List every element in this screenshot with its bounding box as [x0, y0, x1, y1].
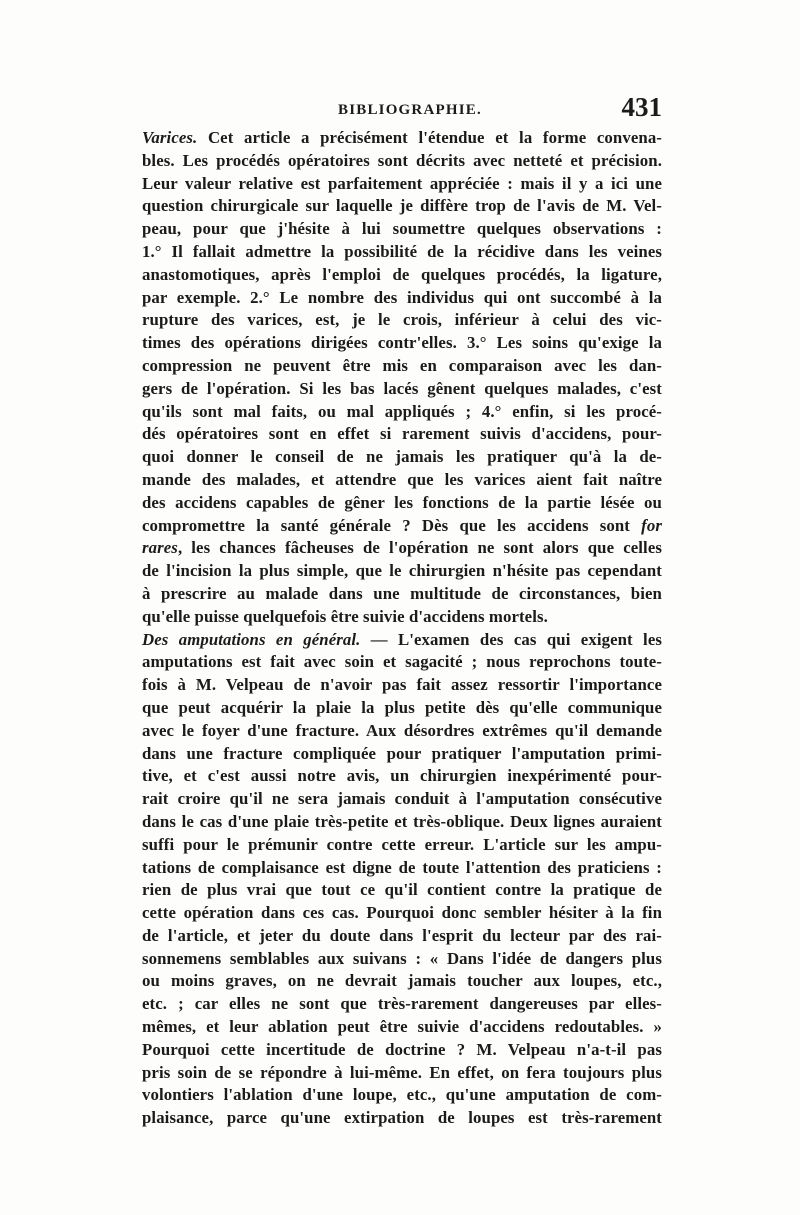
- line-text: etc. ; car elles ne sont que très-rarement dangereuses par elles-: [142, 994, 662, 1014]
- text-line: [142, 970, 662, 993]
- text-line: [142, 925, 662, 948]
- line-text: pris soin de se répondre à lui-même. En effet, on fera toujours plus: [142, 1062, 662, 1082]
- text-line: [142, 948, 662, 971]
- text-line: [142, 423, 662, 446]
- text-line: [142, 195, 662, 218]
- text-line: [142, 720, 662, 743]
- text-line: [142, 834, 662, 857]
- text-line: [142, 583, 662, 606]
- line-text: volontiers l'ablation d'une loupe, etc., qu'une amputation de com-: [142, 1085, 662, 1105]
- line-text: dés opératoires sont en effet si rarement suivis d'accidens, pour-: [142, 424, 662, 444]
- text-line: [142, 743, 662, 766]
- page-number: 431: [621, 92, 662, 122]
- line-text: qu'ils sont mal faits, ou mal appliqués ; 4.° enfin, si les procé-: [142, 401, 662, 421]
- text-line: [142, 355, 662, 378]
- line-text: Leur valeur relative est parfaitement appréciée : mais il y a ici une: [142, 173, 662, 193]
- text-line: [142, 150, 662, 173]
- line-text: rait croire qu'il ne sera jamais conduit à l'amputation consécutive: [142, 789, 662, 809]
- line-text: 1.° Il fallait admettre la possibilité de la récidive dans les veines: [142, 241, 662, 261]
- text-line: [142, 309, 662, 332]
- line-text: times des opérations dirigées contr'elles. 3.° Les soins qu'exige la: [142, 333, 662, 353]
- text-line: [142, 173, 662, 196]
- line-text: rupture des varices, est, je le crois, inférieur à celui des vic-: [142, 310, 662, 330]
- text-line: [142, 241, 662, 264]
- line-text: par exemple. 2.° Le nombre des individus qui ont succombé à la: [142, 287, 662, 307]
- italic-lead: Varices.: [142, 128, 198, 147]
- text-line: [142, 674, 662, 697]
- line-text: qu'elle puisse quelquefois être suivie d'accidens mortels.: [142, 606, 548, 626]
- text-line: [142, 788, 662, 811]
- text-line: [142, 1084, 662, 1107]
- text-line: [142, 537, 662, 560]
- running-title: BIBLIOGRAPHIE.: [338, 102, 482, 118]
- line-text: rien de plus vrai que tout ce qu'il contient contre la pratique de: [142, 880, 662, 900]
- text-line: [142, 515, 662, 538]
- text-line: [142, 446, 662, 469]
- line-text: , les chances fâcheuses de l'opération ne sont alors que celles: [177, 538, 662, 558]
- line-text: Cet article a précisément l'étendue et la forme convena-: [197, 128, 662, 147]
- text-line: [142, 879, 662, 902]
- line-text: avec le foyer d'une fracture. Aux désordres extrêmes qu'il demande: [142, 720, 662, 740]
- line-text: sonnemens semblables aux suivans : « Dans l'idée de dangers plus: [142, 948, 662, 968]
- text-line: [142, 993, 662, 1016]
- italic-lead: Des amputations en général.: [142, 629, 361, 649]
- line-text: amputations est fait avec soin et sagacité ; nous reprochons toute-: [142, 652, 662, 672]
- line-text: à prescrire au malade dans une multitude de circonstances, bien: [142, 583, 662, 603]
- text-line: [142, 651, 662, 674]
- line-text: gers de l'opération. Si les bas lacés gênent quelques malades, c'est: [142, 378, 662, 398]
- text-line: [142, 1062, 662, 1085]
- line-text: — L'examen des cas qui exigent les: [360, 629, 662, 649]
- line-text: mande des malades, et attendre que les varices aient fait naître: [142, 469, 662, 489]
- text-line: [142, 560, 662, 583]
- line-text: dans le cas d'une plaie très-petite et très-oblique. Deux lignes auraient: [142, 811, 662, 831]
- line-text: quoi donner le conseil de ne jamais les pratiquer qu'à la de-: [142, 447, 662, 467]
- line-text: tations de complaisance est digne de toute l'attention des praticiens :: [142, 857, 662, 877]
- text-line: [142, 332, 662, 355]
- text-line: [142, 857, 662, 880]
- text-line: [142, 1016, 662, 1039]
- line-text: dans une fracture compliquée pour pratiquer l'amputation primi-: [142, 743, 662, 763]
- text-line: [142, 401, 662, 424]
- line-text: compression ne peuvent être mis en comparaison avec les dan-: [142, 355, 662, 375]
- text-line: [142, 697, 662, 720]
- body-text: [142, 127, 662, 1130]
- text-line: [142, 287, 662, 310]
- text-line: [142, 469, 662, 492]
- line-text: question chirurgicale sur laquelle je diffère trop de l'avis de M. Vel-: [142, 196, 662, 216]
- line-text: fois à M. Velpeau de n'avoir pas fait assez ressortir l'importance: [142, 675, 662, 695]
- text-line: [142, 378, 662, 401]
- italic-tail: for: [630, 515, 662, 535]
- line-text: des accidens capables de gêner les fonctions de la partie lésée ou: [142, 492, 662, 512]
- text-line: [142, 1039, 662, 1062]
- text-line: [142, 492, 662, 515]
- text-line: [142, 606, 662, 629]
- line-text: de l'article, et jeter du doute dans l'esprit du lecteur par des rai-: [142, 925, 662, 945]
- line-text: compromettre la santé générale ? Dès que les accidens sont: [142, 515, 630, 535]
- line-text: peau, pour que j'hésite à lui soumettre quelques observations :: [142, 219, 662, 239]
- text-line: [142, 264, 662, 287]
- page-header: [142, 92, 662, 124]
- text-line: [142, 1107, 662, 1130]
- line-text: tive, et c'est aussi notre avis, un chirurgien inexpérimenté pour-: [142, 766, 662, 786]
- text-line: [142, 902, 662, 925]
- text-line: [142, 218, 662, 241]
- text-line: [142, 811, 662, 834]
- line-text: plaisance, parce qu'une extirpation de loupes est très-rarement: [142, 1108, 662, 1128]
- line-text: ou moins graves, on ne devrait jamais toucher aux loupes, etc.,: [142, 971, 662, 991]
- line-text: anastomotiques, après l'emploi de quelques procédés, la ligature,: [142, 264, 662, 284]
- line-text: cette opération dans ces cas. Pourquoi donc sembler hésiter à la fin: [142, 903, 662, 923]
- line-text: Pourquoi cette incertitude de doctrine ? M. Velpeau n'a-t-il pas: [142, 1039, 662, 1059]
- line-text: suffi pour le prémunir contre cette erreur. L'article sur les ampu-: [142, 834, 662, 854]
- text-line: [142, 765, 662, 788]
- line-text: que peut acquérir la plaie la plus petite dès qu'elle communique: [142, 697, 662, 717]
- text-line: [142, 127, 662, 150]
- line-text: de l'incision la plus simple, que le chirurgien n'hésite pas cependant: [142, 561, 662, 581]
- line-text: bles. Les procédés opératoires sont décrits avec netteté et précision.: [142, 150, 662, 170]
- line-text: mêmes, et leur ablation peut être suivie d'accidens redoutables. »: [142, 1017, 662, 1037]
- text-line: [142, 629, 662, 652]
- italic-lead: rares: [142, 538, 178, 558]
